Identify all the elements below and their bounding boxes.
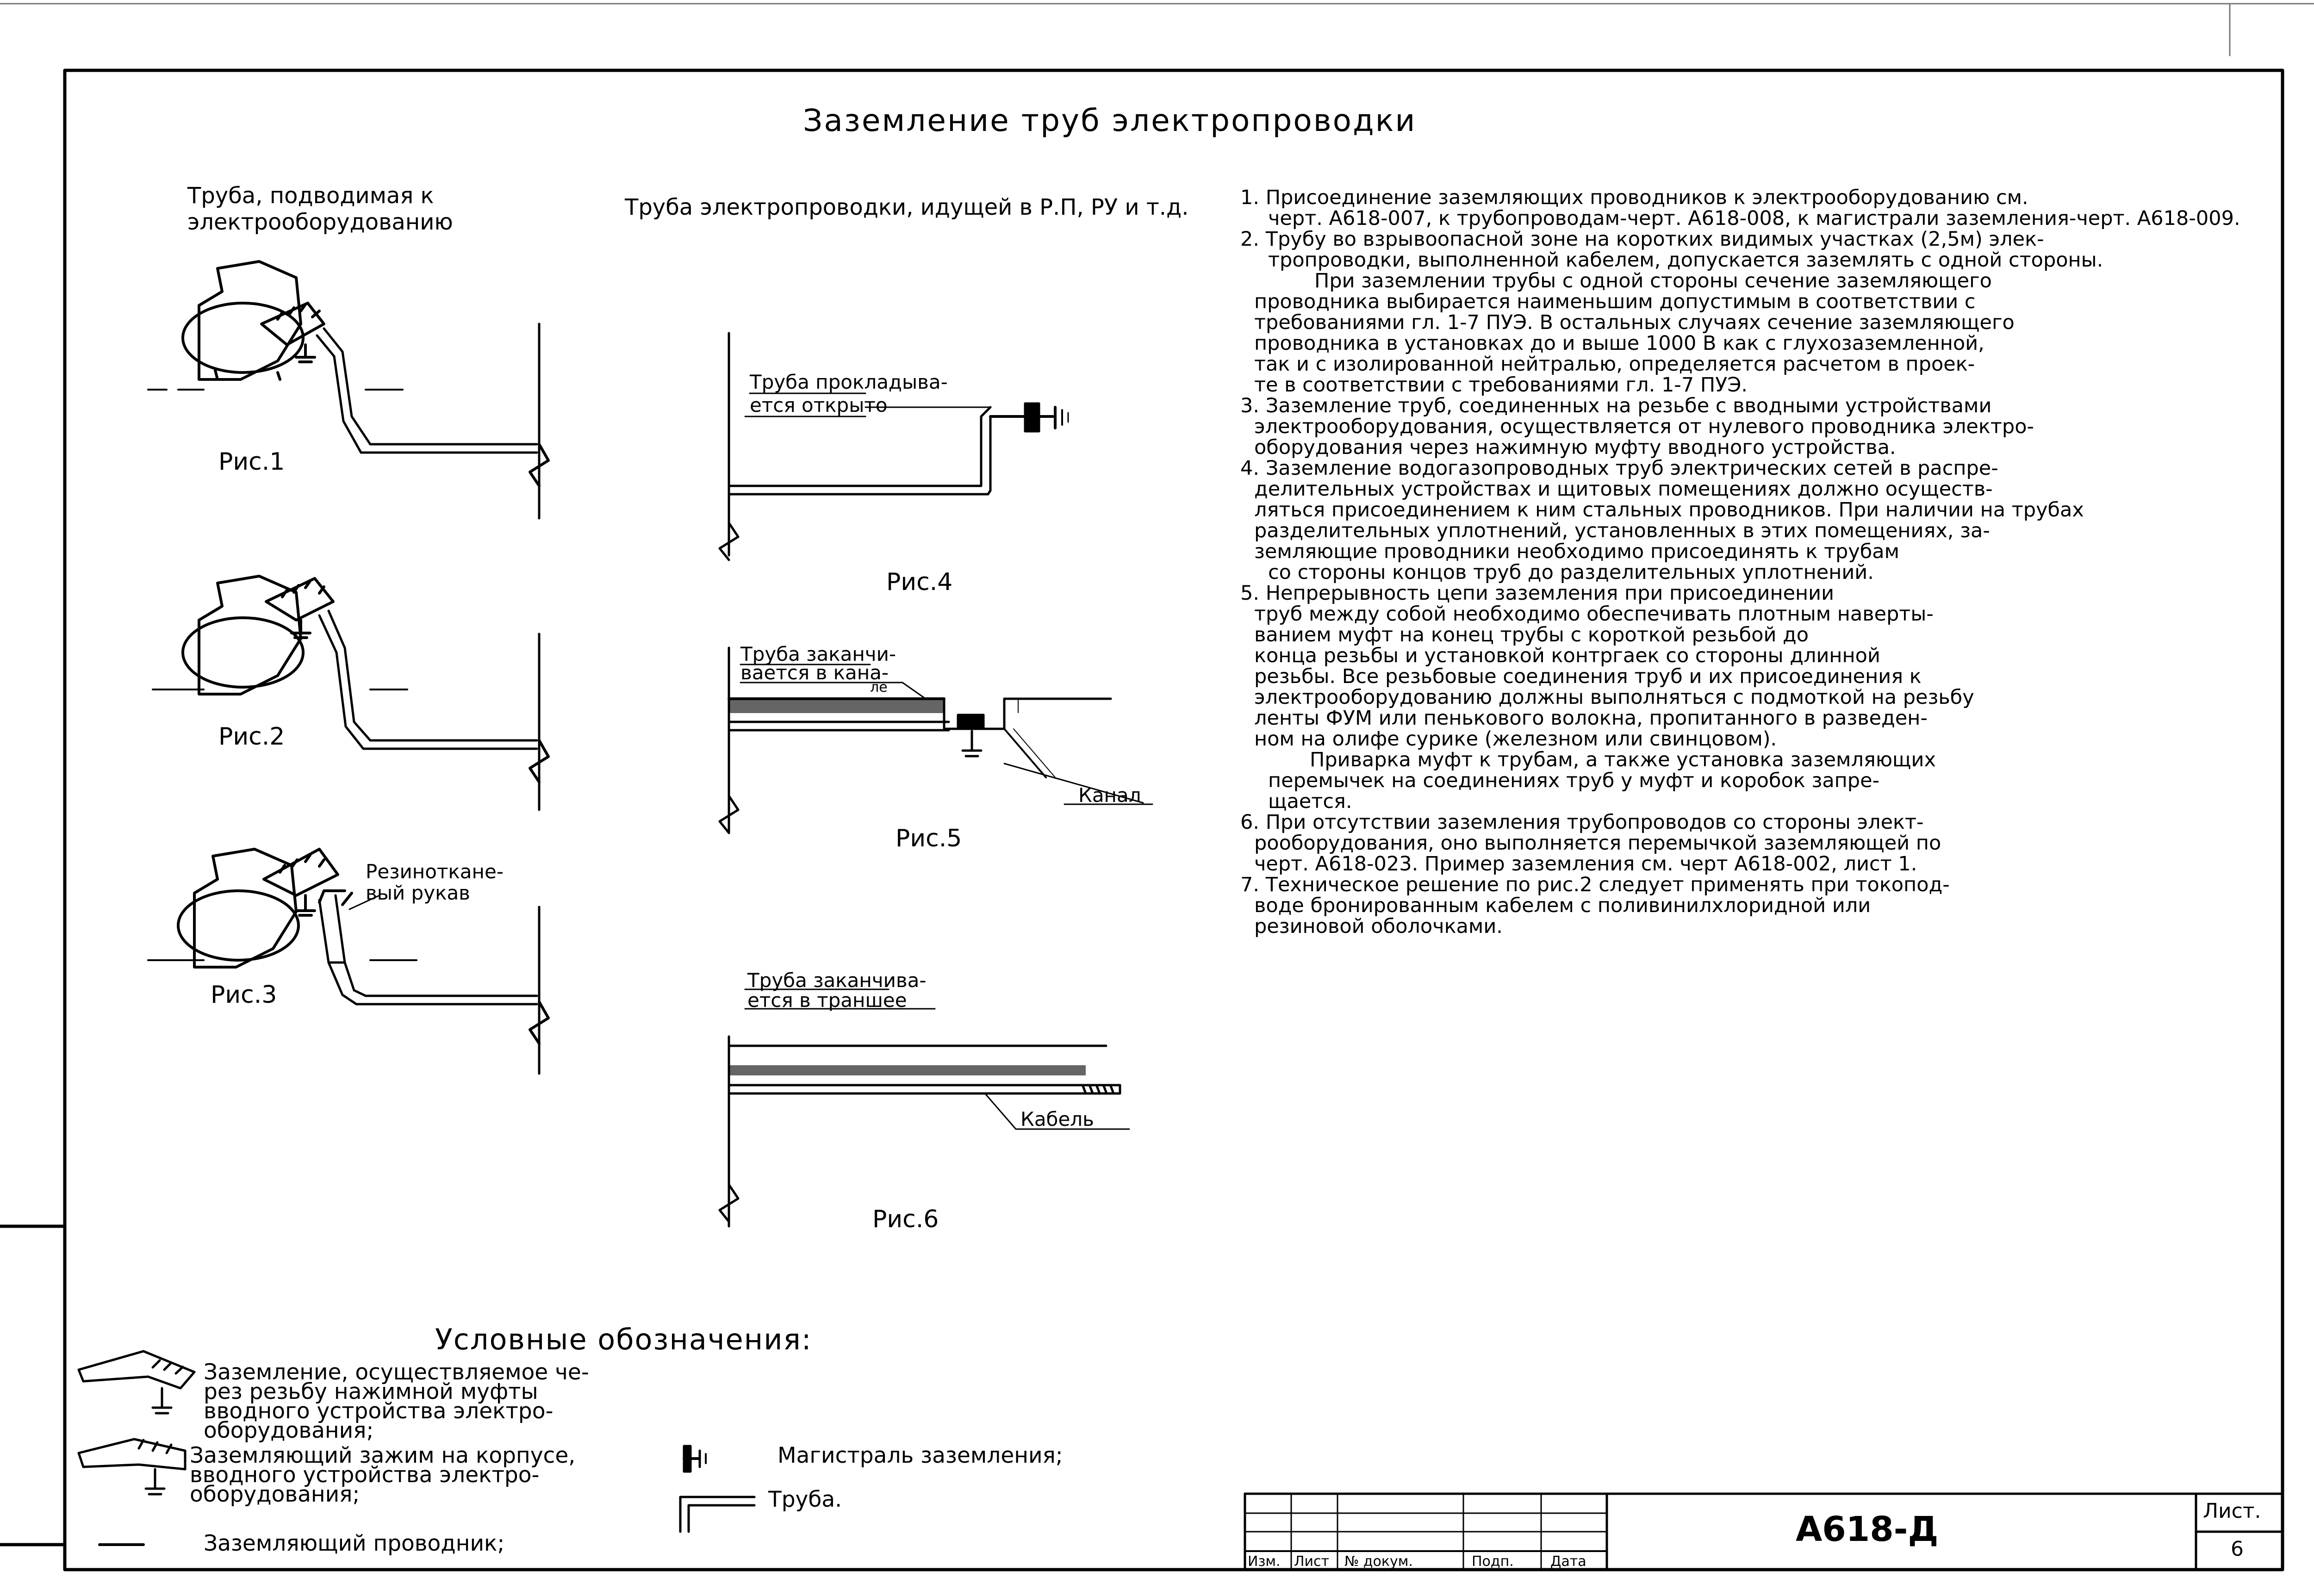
fig5-label-line3: ле <box>870 679 888 696</box>
note-line: земляющие проводники необходимо присоединять к трубам <box>1254 540 1900 563</box>
legend-item1-line: вводного устройства электро- <box>204 1398 554 1424</box>
note-line: 5. Непрерывность цепи заземления при присоединении <box>1240 582 1835 605</box>
note-line: труб между собой необходимо обеспечивать плотным наверты- <box>1254 602 1934 626</box>
fig2-caption: Рис.2 <box>218 723 285 751</box>
note-line: требованиями гл. 1-7 ПУЭ. В остальных случаях сечение заземляющего <box>1254 311 2015 334</box>
note-line: 4. Заземление водогазопроводных труб электрических сетей в распре- <box>1240 457 1998 480</box>
tb-col-date: Дата <box>1550 1553 1586 1570</box>
legend-pipe: Труба. <box>768 1487 842 1512</box>
tb-col-change: Изм. <box>1248 1553 1281 1570</box>
note-line: конца резьбы и установкой контргаек со стороны длинной <box>1254 644 1880 667</box>
legend-heading: Условные обозначения: <box>435 1323 812 1356</box>
legend-grounding-conductor: Заземляющий проводник; <box>204 1531 505 1556</box>
fig5-label-line1: Труба заканчи- <box>740 643 896 665</box>
legend-item-grounding-clamp <box>190 1443 576 1507</box>
legend-item2-line: вводного устройства электро- <box>190 1462 540 1488</box>
note-line: черт. А618-007, к трубопроводам-черт. А618-008, к магистрали заземления-черт. А618-009. <box>1268 207 2240 230</box>
note-line: Приварка муфт к трубам, а также установка заземляющих <box>1310 748 1936 771</box>
fig4-label-line1: Труба прокладыва- <box>750 371 948 393</box>
note-line: 1. Присоединение заземляющих проводников к электрооборудованию см. <box>1240 186 2028 209</box>
note-line: ляться присоединением к ним стальных проводников. При наличии на трубах <box>1254 498 2084 522</box>
drawing-code: А618-Д <box>1796 1509 1939 1549</box>
note-line: разделительных уплотнений, установленных в этих помещениях, за- <box>1254 519 1990 542</box>
fig3-hose-label-line1: Резинотканe- <box>366 860 504 883</box>
fig4-caption: Рис.4 <box>886 568 953 596</box>
left-column-heading-line2: электрооборудованию <box>187 209 453 235</box>
legend-item-threaded-grounding <box>204 1360 589 1443</box>
note-line: те в соответствии с требованиями гл. 1-7 ПУЭ. <box>1254 373 1748 397</box>
note-line: перемычек на соединениях труб у муфт и коробок запре- <box>1268 769 1880 792</box>
note-line: ванием муфт на конец трубы с короткой резьбой до <box>1254 623 1809 646</box>
note-line: делительных устройствах и щитовых помещениях должно осуществ- <box>1254 478 1993 501</box>
note-line: проводника в установках до и выше 1000 В как с глухозаземленной, <box>1254 332 1984 355</box>
note-line: оборудования через нажимную муфту вводного устройства. <box>1254 436 1896 459</box>
fig1-caption: Рис.1 <box>218 448 285 476</box>
note-line: воде бронированным кабелем с поливинилхлоридной или <box>1254 894 1871 917</box>
note-line: рооборудования, оно выполняется перемычкой заземляющей по <box>1254 832 1941 855</box>
left-column-heading-line1: Труба, подводимая к <box>187 183 434 209</box>
note-line: резиновой оболочками. <box>1254 915 1503 938</box>
note-line: проводника выбирается наименьшим допустимым в соответствии с <box>1254 290 1976 313</box>
notes-block <box>1240 187 2258 937</box>
fig4-drawing <box>720 333 1068 560</box>
fig6-label-line1: Труба заканчива- <box>747 969 927 992</box>
fig1-drawing <box>148 261 548 518</box>
legend-item2-line: оборудования; <box>190 1482 360 1507</box>
note-line: При заземлении трубы с одной стороны сечение заземляющего <box>1314 269 1992 292</box>
fig6-cable-label: Кабель <box>1020 1108 1094 1130</box>
note-line: электрооборудованию должны выполняться с подмоткой на резьбу <box>1254 686 1974 709</box>
note-line: резьбы. Все резьбовые соединения труб и их присоединения к <box>1254 665 1922 688</box>
note-line: 7. Техническое решение по рис.2 следует применять при токопод- <box>1240 873 1950 896</box>
fig3-hose-label-line2: вый рукав <box>366 882 470 904</box>
legend-item1-line: Заземление, осуществляемое че- <box>204 1360 589 1385</box>
tb-col-signature: Подп. <box>1472 1553 1514 1570</box>
middle-column-heading: Труба электропроводки, идущей в Р.П, РУ и т.д. <box>625 194 1189 220</box>
legend-item1-line: рез резьбу нажимной муфты <box>204 1379 538 1404</box>
note-line: 6. При отсутствии заземления трубопроводов со стороны элект- <box>1240 811 1924 834</box>
fig3-caption: Рис.3 <box>211 981 277 1009</box>
note-line: со стороны концов труб до разделительных уплотнений. <box>1268 561 1874 584</box>
note-line: 3. Заземление труб, соединенных на резьбе с вводными устройствами <box>1240 394 1992 417</box>
note-line: 2. Трубу во взрывоопасной зоне на коротких видимых участках (2,5м) элек- <box>1240 228 2044 251</box>
legend-item1-line: оборудования; <box>204 1418 374 1443</box>
fig5-canal-label: Канал <box>1078 784 1141 807</box>
fig4-label-line2: ется открыто <box>750 394 888 416</box>
sheet-number: 6 <box>2231 1537 2244 1561</box>
sheet-label: Лист. <box>2203 1499 2261 1523</box>
legend-item2-line: Заземляющий зажим на корпусе, <box>190 1443 576 1468</box>
note-line: ленты ФУМ или пенькового волокна, пропитанного в разведен- <box>1254 707 1928 730</box>
note-line: так и с изолированной нейтралью, определяется расчетом в проек- <box>1254 353 1975 376</box>
drawing-title: Заземление труб электропроводки <box>803 103 1417 138</box>
legend-grounding-main: Магистраль заземления; <box>778 1443 1063 1468</box>
note-line: щается. <box>1268 790 1352 813</box>
note-line: ном на олифе сурике (железном или свинцовом). <box>1254 727 1777 751</box>
fig6-caption: Рис.6 <box>872 1205 939 1233</box>
note-line: черт. А618-023. Пример заземления см. черт А618-002, лист 1. <box>1254 852 1917 876</box>
note-line: тропроводки, выполненной кабелем, допускается заземлять с одной стороны. <box>1268 248 2103 272</box>
fig2-drawing <box>153 576 548 810</box>
note-line: электрооборудования, осуществляется от нулевого проводника электро- <box>1254 415 2034 438</box>
fig6-label-line2: ется в траншее <box>747 989 907 1012</box>
fig5-caption: Рис.5 <box>896 825 962 852</box>
tb-col-doc-number: № докум. <box>1344 1553 1413 1570</box>
fig5-label-line2: вается в кана- <box>740 661 889 684</box>
tb-col-sheet: Лист <box>1294 1553 1330 1570</box>
